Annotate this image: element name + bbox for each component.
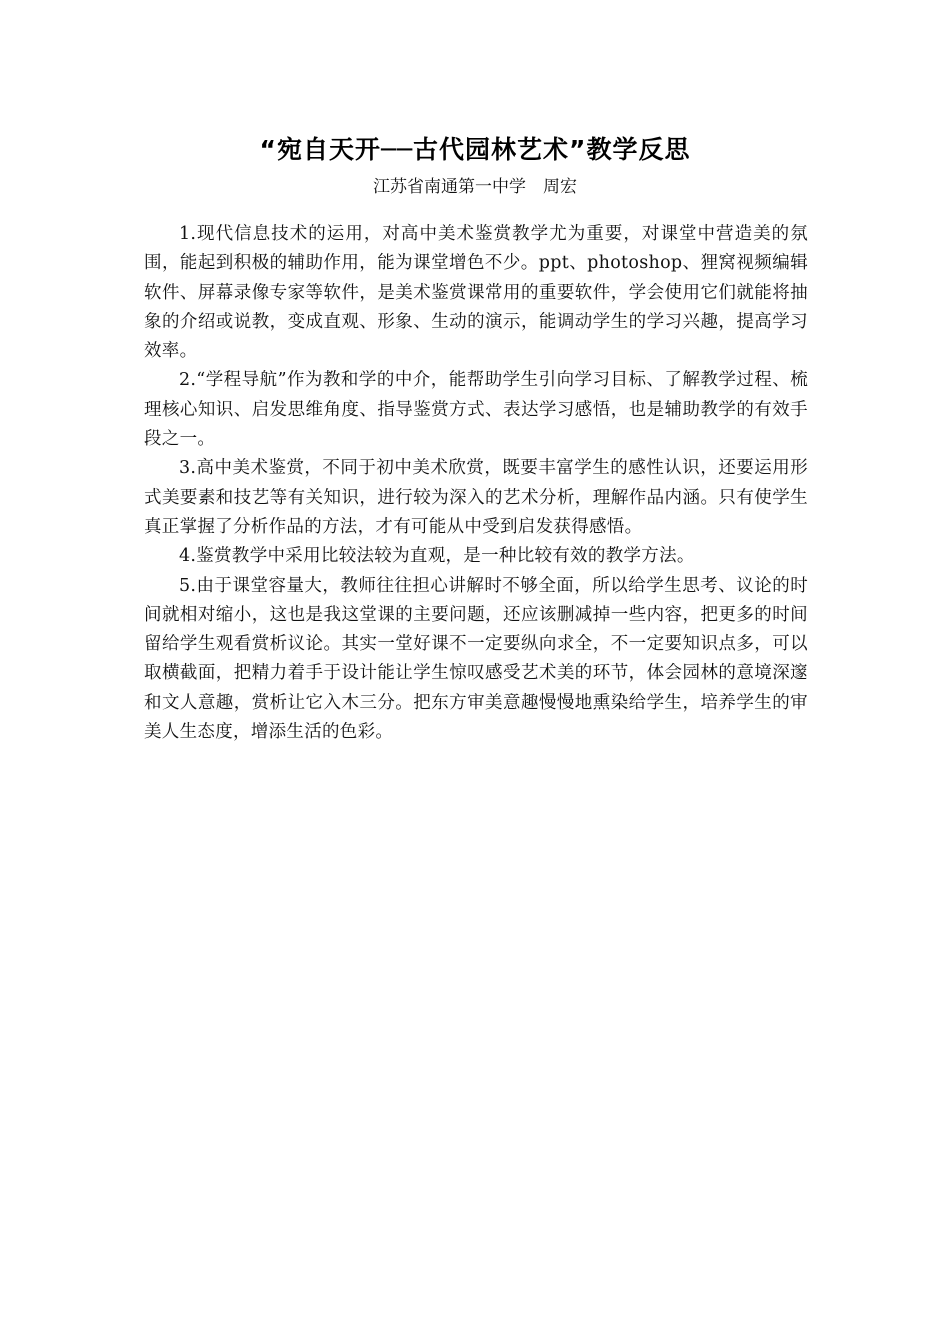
document-title: “宛自天开──古代园林艺术”教学反思 <box>259 135 691 164</box>
paragraph-1: 1.现代信息技术的运用，对高中美术鉴赏教学尤为重要，对课堂中营造美的氛围，能起到积极的辅助作用，能为课堂增色不少。ppt、photoshop、狸窝视频编辑软件、屏幕录像专家等软件，是美术鉴赏课常用的重要软件，学会使用它们就能将抽象的介绍或说教，变成直观、形象、生动的演示，能调动学生的学习兴趣，提高学习效率。 <box>144 224 808 362</box>
paragraph-2: 2.“学程导航”作为教和学的中介，能帮助学生引向学习目标、了解教学过程、梳理核心知识、启发思维角度、指导鉴赏方式、表达学习感悟，也是辅助教学的有效手段之一。 <box>144 370 808 450</box>
paragraph-3: 3.高中美术鉴赏，不同于初中美术欣赏，既要丰富学生的感性认识，还要运用形式美要素和技艺等有关知识，进行较为深入的艺术分析，理解作品内涵。只有使学生真正掌握了分析作品的方法，才有可能从中受到启发获得感悟。 <box>144 458 808 537</box>
paragraph-5: 5.由于课堂容量大，教师往往担心讲解时不够全面，所以给学生思考、议论的时间就相对缩小，这也是我这堂课的主要问题，还应该删减掉一些内容，把更多的时间留给学生观看赏析议论。其实一堂好课不一定要纵向求全，不一定要知识点多，可以取横截面，把精力着手于设计能让学生惊叹感受艺术美的环节，体会园林的意境深邃和文人意趣，赏析让它入木三分。把东方审美意趣慢慢地熏染给学生，培养学生的审美人生态度，增添生活的色彩。 <box>144 575 808 743</box>
document-byline: 江苏省南通第一中学 周宏 <box>373 177 577 197</box>
paragraph-4: 4.鉴赏教学中采用比较法较为直观，是一种比较有效的教学方法。 <box>179 546 695 567</box>
document-body <box>144 220 808 747</box>
